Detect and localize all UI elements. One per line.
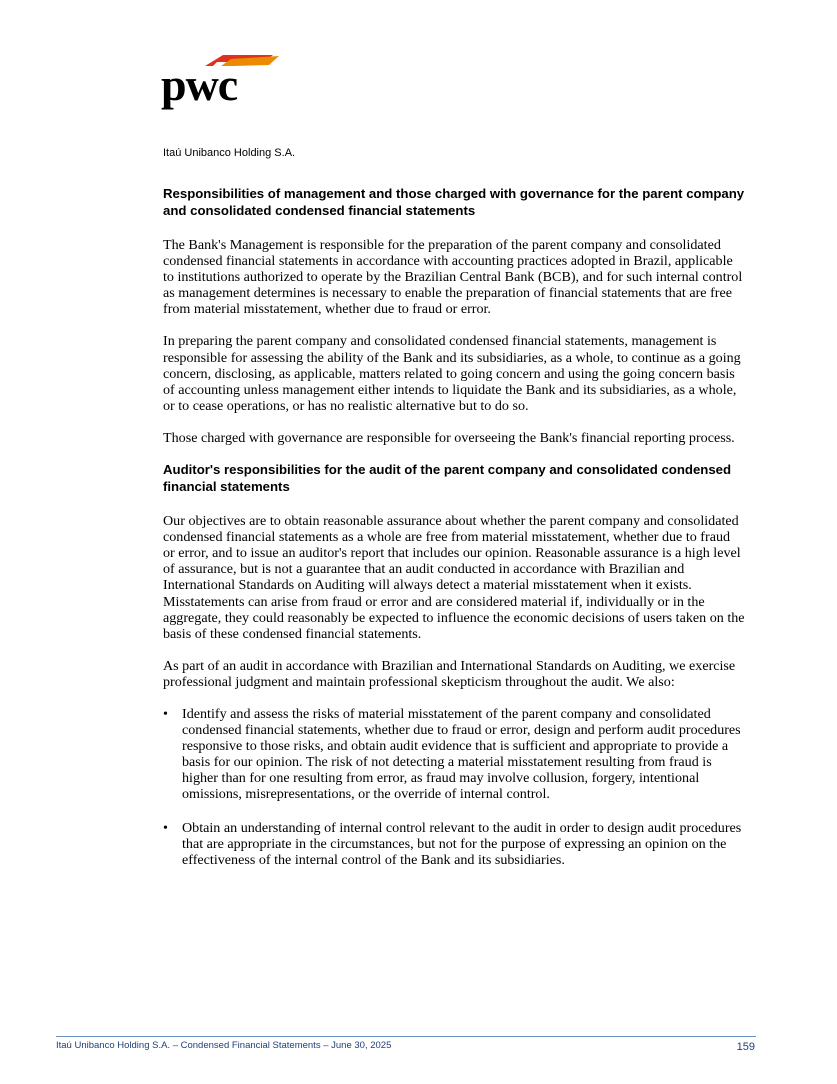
report-body	[163, 186, 745, 885]
list-item	[163, 820, 745, 868]
bullet-icon: •	[163, 705, 168, 722]
bullet-icon: •	[163, 819, 168, 836]
section-heading-management: Responsibilities of management and those charged with governance for the parent company and consolidated condensed financial statements	[163, 186, 745, 218]
paragraph: Our objectives are to obtain reasonable assurance about whether the parent company and consolidated condensed financial statements as a whole are free from material misstatement, whether due to fraud or error, and to issue an auditor's report that includes our opinion. Reasonable assurance is a high level of assurance, but is not a guarantee that an audit conducted in accordance with Brazilian and International Standards on Auditing will always detect a material misstatement when it exists. Misstatements can arise from fraud or error and are considered material if, individually or in the aggregate, they could reasonably be expected to influence the economic decisions of users taken on the basis of these condensed financial statements.	[163, 513, 745, 642]
paragraph: In preparing the parent company and consolidated condensed financial statements, management is responsible for assessing the ability of the Bank and its subsidiaries, as a whole, to continue as a going concern, disclosing, as applicable, matters related to going concern and using the going concern basis of accounting unless management either intends to liquidate the Bank and its subsidiaries, as a whole, or to cease operations, or has no realistic alternative but to do so.	[163, 333, 741, 414]
section-heading-auditor: Auditor's responsibilities for the audit of the parent company and consolidated condensed financial statements	[163, 462, 732, 494]
procedures-list	[163, 706, 745, 868]
list-item-text: Obtain an understanding of internal control relevant to the audit in order to design audit procedures that are appropriate in the circumstances, but not for the purpose of expressing an opinion on the effectiveness of the internal control of the Bank and its subsidiaries.	[182, 819, 742, 868]
logo-text: pwc	[161, 59, 238, 110]
paragraph: As part of an audit in accordance with Brazilian and International Standards on Auditing, we exercise professional judgment and maintain professional skepticism throughout the audit. We also:	[163, 657, 736, 690]
entity-name: Itaú Unibanco Holding S.A.	[163, 147, 296, 159]
pwc-logo	[161, 52, 279, 110]
footer-divider	[56, 1036, 756, 1037]
page-number: 159	[736, 1041, 755, 1053]
paragraph: The Bank's Management is responsible for the preparation of the parent company and consolidated condensed financial statements in accordance with accounting practices adopted in Brazil, applicable to institutions authorized to operate by the Brazilian Central Bank (BCB), and for such internal control as management determines is necessary to enable the preparation of financial statements that are free from material misstatement, whether due to fraud or error.	[163, 237, 743, 318]
footer-text: Itaú Unibanco Holding S.A. – Condensed Financial Statements – June 30, 2025	[56, 1040, 392, 1051]
list-item	[163, 706, 745, 803]
list-item-text: Identify and assess the risks of material misstatement of the parent company and consolidated condensed financial statements, whether due to fraud or error, design and perform audit procedures responsive to those risks, and obtain audit evidence that is sufficient and appropriate to provide a basis for our opinion. The risk of not detecting a material misstatement resulting from fraud is higher than for one resulting from error, as fraud may involve collusion, forgery, intentional omissions, misrepresentations, or the override of internal control.	[182, 705, 741, 803]
paragraph: Those charged with governance are responsible for overseeing the Bank's financial reporting process.	[163, 429, 735, 446]
